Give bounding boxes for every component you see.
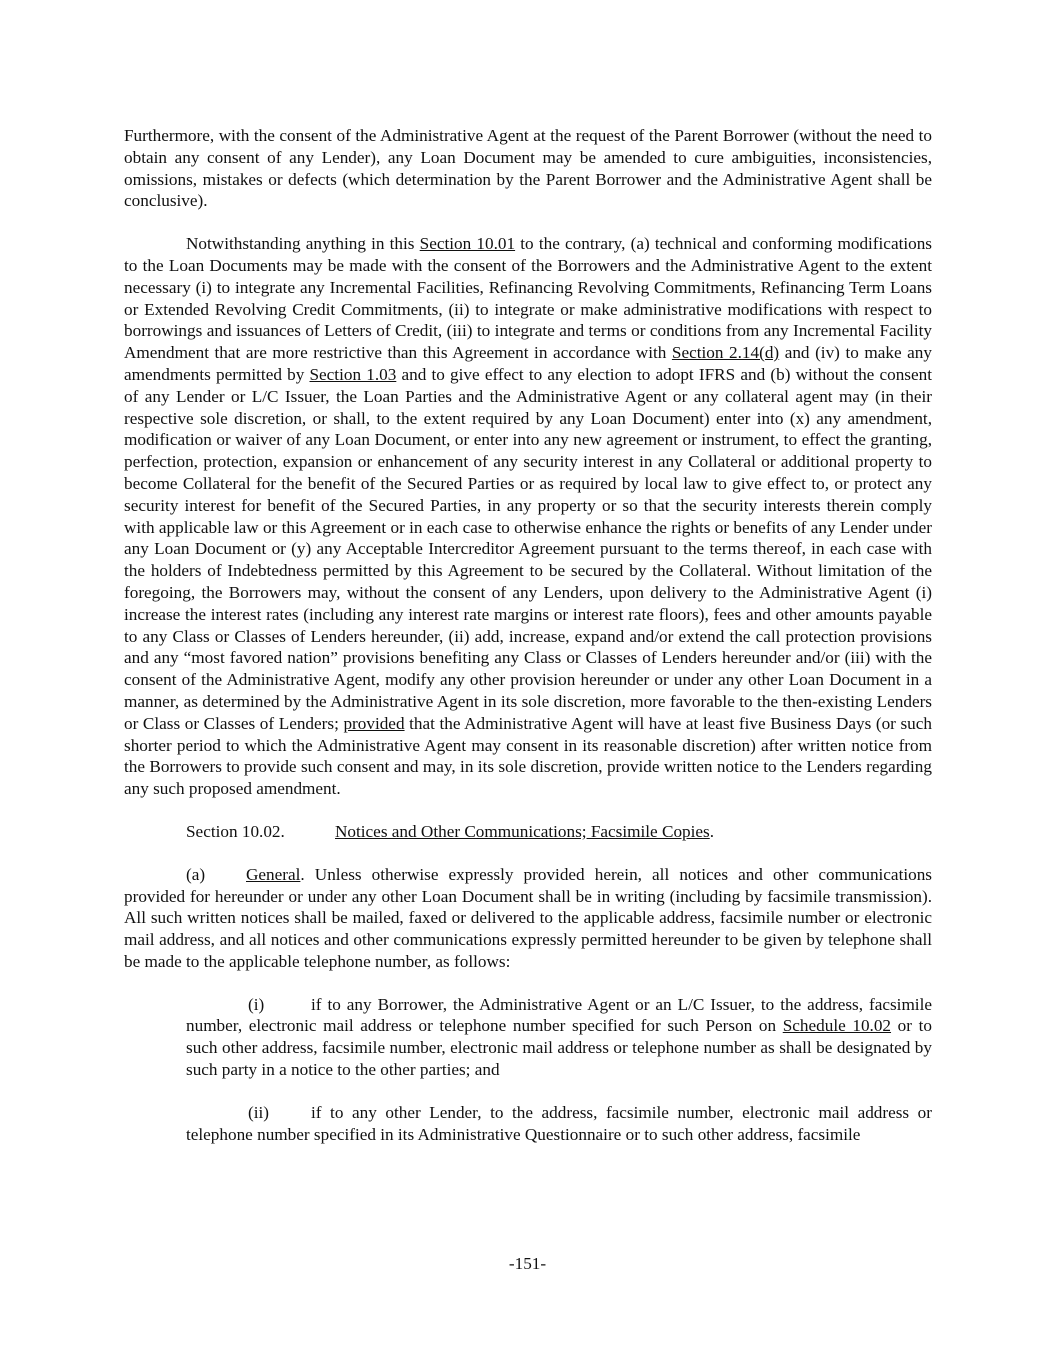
proviso-term: provided	[343, 713, 405, 733]
item-text: if to any Borrower, the Administrative Agent or an L/C Issuer, to the address, facsimile number, electronic mail address or telephone number specified for such Person on	[186, 994, 932, 1036]
item-text: if to any other Lender, to the address, facsimile number, electronic mail address or telephone number specified in its Administrative Questionnaire or to such other address, facsimile	[186, 1102, 932, 1144]
page-number: -151-	[508, 1254, 547, 1273]
paragraph-notwithstanding	[124, 233, 932, 800]
section-title: Notices and Other Communications; Facsimile Copies	[335, 821, 710, 841]
item-text: or to such other address, facsimile number, electronic mail address or telephone number as shall be designated by such party in a notice to the other parties; and	[186, 1016, 932, 1080]
clause-label-a: (a)	[186, 864, 206, 884]
section-title-period: .	[709, 821, 715, 841]
section-reference-2-14-d: Section 2.14(d)	[671, 343, 780, 363]
clause-heading-general: General	[246, 864, 301, 884]
item-i	[186, 994, 932, 1081]
item-label-i: (i)	[248, 994, 265, 1014]
document-body	[124, 125, 932, 1145]
paragraph-text: Notwithstanding anything in this	[186, 234, 420, 254]
paragraph-general	[124, 864, 932, 973]
paragraph-text: . Unless otherwise expressly provided herein, all notices and other communications provided for hereunder or under any other Loan Document shall be in writing (including by facsimile transmission). All such written notices shall be mailed, faxed or delivered to the applicable address, facsimile number or electronic mail address, and all notices and other communications expressly permitted hereunder to be given by telephone shall be made to the applicable telephone number, as follows:	[124, 864, 932, 971]
item-label-ii: (ii)	[248, 1102, 269, 1122]
paragraph-text: that the Administrative Agent will have at least five Business Days (or such shorter period to which the Administrative Agent may consent in its reasonable discretion) after written notice from the Borrowers to provide such consent and may, in its sole discretion, provide written notice to the Lenders regarding any such proposed amendment.	[124, 713, 932, 799]
schedule-reference-10-02: Schedule 10.02	[782, 1016, 892, 1036]
section-heading	[124, 821, 932, 843]
section-number: Section 10.02.	[186, 821, 285, 841]
section-reference-10-01: Section 10.01	[419, 234, 516, 254]
paragraph-text: to the contrary, (a) technical and conforming modifications to the Loan Documents may be made with the consent of the Borrowers and the Administrative Agent to the extent necessary (i) to integrate any Incremental Facilities, Refinancing Revolving Commitments, Refinancing Term Loans or Extended Revolving Credit Commitments, (ii) to integrate or make administrative modifications with respect to borrowings and issuances of Letters of Credit, (iii) to integrate and terms or conditions from any Incremental Facility Amendment that are more restrictive than this Agreement in accordance with	[124, 234, 932, 363]
section-reference-1-03: Section 1.03	[309, 364, 397, 384]
item-ii	[186, 1102, 932, 1146]
paragraph-amendment-cure: Furthermore, with the consent of the Administrative Agent at the request of the Parent Borrower (without the need to obtain any consent of any Lender), any Loan Document may be amended to cure ambiguities, inconsistencies, omissions, mistakes or defects (which determination by the Parent Borrower and the Administrative Agent shall be conclusive).	[124, 126, 932, 211]
paragraph-text: and (iv) to make any amendments permitted by	[124, 343, 932, 384]
paragraph-text: and to give effect to any election to adopt IFRS and (b) without the consent of any Lender or L/C Issuer, the Loan Parties and the Administrative Agent or any collateral agent may (in their respective sole discretion, or shall, to the extent required by any Loan Document) enter into (x) any amendment, modification or waiver of any Loan Document, or enter into any new agreement or instrument, to effect the granting, perfection, protection, expansion or enhancement of any security interest in any Collateral or additional property to become Collateral for the benefit of the Secured Parties or as required by local law to give effect to, or protect any security interest for benefit of the Secured Parties, in any property or so that the security interests therein comply with applicable law or this Agreement or in each case to otherwise enhance the rights or benefits of any Lender under any Loan Document or (y) any Acceptable Intercreditor Agreement pursuant to the terms thereof, in each case with the holders of Indebtedness permitted by this Agreement to be secured by the Collateral. Without limitation of the foregoing, the Borrowers may, without the consent of any Lenders, upon delivery to the Administrative Agent (i) increase the interest rates (including any interest rate margins or interest rate floors), fees and other amounts payable to any Class or Classes of Lenders hereunder, (ii) add, increase, expand and/or extend the call protection provisions and any “most favored nation” provisions benefiting any Class or Classes of Lenders hereunder and/or (iii) with the consent of the Administrative Agent, modify any other provision hereunder or under any other Loan Document in a manner, as determined by the Administrative Agent in its sole discretion, more favorable to the then-existing Lenders or Class or Classes of Lenders;	[124, 364, 932, 733]
